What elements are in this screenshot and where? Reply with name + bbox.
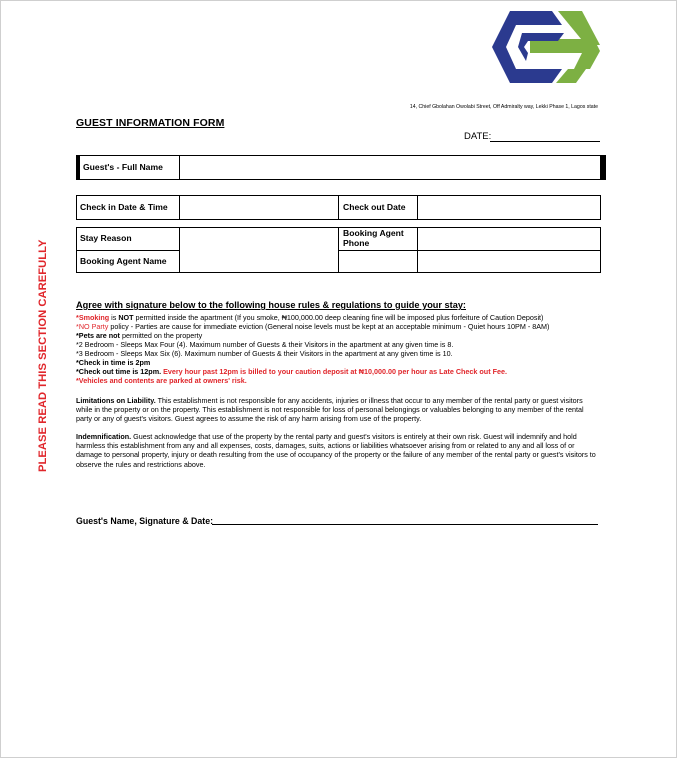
full-name-label: Guest's - Full Name	[83, 161, 163, 172]
date-field[interactable]	[490, 141, 600, 142]
side-note: PLEASE READ THIS SECTION CAREFULLY	[37, 239, 49, 472]
rule-smoking: *Smoking is NOT permitted inside the apartment (If you smoke, ₦100,000.00 deep cleaning fine will be imposed plus forfeiture of Caution Deposit)	[76, 313, 544, 322]
check-out-field[interactable]	[418, 196, 600, 219]
rule-check-out: *Check out time is 12pm. Every hour past 12pm is billed to your caution deposit at ₦10,000.00 per hour as Late Check out Fee.	[76, 367, 507, 376]
signature-field[interactable]	[212, 524, 598, 525]
full-name-row-right-bar	[600, 155, 606, 180]
booking-agent-phone-field[interactable]	[418, 228, 600, 250]
rule-check-in: *Check in time is 2pm	[76, 358, 151, 367]
stay-reason-label: Stay Reason	[80, 233, 132, 244]
check-in-label: Check in Date & Time	[80, 201, 168, 212]
check-in-field[interactable]	[180, 196, 338, 219]
rule-three-bedroom: *3 Bedroom - Sleeps Max Six (6). Maximum number of Guests & their Visitors in the apartment at any given time is 10.	[76, 349, 453, 358]
house-rules	[76, 300, 606, 469]
full-name-field[interactable]	[180, 156, 599, 179]
rule-two-bedroom: *2 Bedroom - Sleeps Max Four (4). Maximum number of Guests & their Visitors in the apartment at any given time is 8.	[76, 340, 454, 349]
signature-label: Guest's Name, Signature & Date:	[76, 516, 214, 526]
date-label: DATE:	[464, 131, 492, 142]
address-line: 14, Chief Gbolahan Owolabi Street, Off Admiralty way, Lekki Phase 1, Lagos state	[409, 104, 598, 110]
booking-agent-phone-label: Booking Agent Phone	[343, 228, 404, 248]
booking-agent-name-field[interactable]	[418, 251, 600, 272]
rule-pets: *Pets are not permitted on the property	[76, 331, 203, 340]
indemnification-paragraph: Indemnification. Guest acknowledge that use of the property by the rental party and guest's visitors is entirely at their own risk. Guest will indemnify and hold harmless this establishment from any and all expenses, costs, damages, suits, actions or liabilities whatsoever arising from or related to any and all loss of or damage to personal property, injury or death resulting from the use of occupancy of the property or the failure of any member of the rental party or guest's visitors to observe the rules and restrictions above.	[76, 432, 596, 469]
stay-reason-field[interactable]	[180, 228, 338, 272]
hexagon-g-logo-icon	[490, 7, 602, 87]
check-out-label: Check out Date	[343, 201, 406, 212]
booking-agent-name-label: Booking Agent Name	[80, 256, 167, 267]
rules-heading: Agree with signature below to the following house rules & regulations to guide your stay:	[76, 300, 466, 310]
rule-vehicles: *Vehicles and contents are parked at owners' risk.	[76, 376, 247, 385]
form-title: GUEST INFORMATION FORM	[76, 117, 225, 129]
rule-party: *NO Party policy - Parties are cause for immediate eviction (General noise levels must be kept at an acceptable minimum - Quiet hours 10PM - 8AM)	[76, 322, 550, 331]
liability-paragraph: Limitations on Liability. This establishment is not responsible for any accidents, injuries or illness that occur to any member of the rental party or guest visitors while in the property or on the property. This establishment is not responsible for loss of personal belongings or valuables belonging to any member of the rental party or any of guest's visitors. Guest agrees to assume the risk of any harm arising from use of the property.	[76, 396, 584, 424]
